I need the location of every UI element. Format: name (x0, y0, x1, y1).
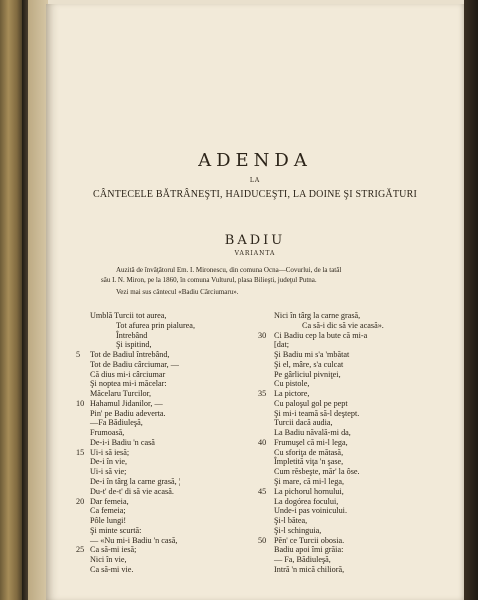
verse-line (258, 418, 458, 428)
poem-subtitle: VARIANTA (234, 250, 276, 257)
verse-line (76, 428, 256, 438)
verse-line (76, 399, 256, 409)
verse-line (76, 467, 256, 477)
verse-line (76, 340, 256, 350)
verse-text: Cu paloşul gol pe pept (274, 398, 348, 408)
verse-line (258, 409, 458, 419)
verse-line (76, 438, 256, 448)
verse-text: Du-t' de-t' di să vie acasă. (90, 486, 174, 496)
verse-text: Şi noptea mi-i măcelar: (90, 379, 167, 389)
verse-line (258, 565, 458, 575)
verse-number: 10 (76, 398, 85, 408)
verse-text: Măcelaru Turcilor, (90, 389, 152, 399)
verse-text: Ca să-i dic să vie acasă». (302, 320, 384, 330)
verse-text: Şi-l bătea, (274, 516, 308, 526)
verse-text: Ca să-mi vie. (90, 564, 134, 574)
verse-text: Pĕn' ce Turcii obosia. (274, 535, 345, 545)
verse-line (258, 438, 458, 448)
source-note-line-3: Vezi mai sus cântecul «Badiu Cârciumaru». (116, 288, 239, 296)
poem-right-column (258, 311, 458, 575)
verse-line (76, 536, 256, 546)
verse-line (76, 389, 256, 399)
verse-text: Turcii dacă audia, (274, 418, 333, 428)
verse-line (76, 311, 256, 321)
verse-line (76, 487, 256, 497)
verse-number: 5 (76, 350, 81, 360)
poem-title: BADIU (224, 233, 286, 248)
verse-line (76, 545, 256, 555)
verse-text: La Badiu năvală-mi da, (274, 428, 351, 438)
verse-text: Tot de Badiul întrebând, (90, 350, 170, 360)
verse-text: Tot de Badiu cârciumar, — (90, 359, 179, 369)
verse-text: Şi-l schinguia, (274, 525, 322, 535)
verse-text: Cu sforiţa de mătasă, (274, 447, 344, 457)
verse-line (76, 555, 256, 565)
verse-line (258, 457, 458, 467)
page-subtitle: CÂNTECELE BĂTRÂNEŞTI, HAIDUCEŞTI, LA DOINE ŞI STRIGĂTURI (93, 189, 417, 200)
verse-text: Că dius mi-i cârciumar (90, 369, 166, 379)
verse-text: La dogórea focului, (274, 496, 339, 506)
verse-text: [dat; (274, 340, 290, 350)
verse-text: Şi el, mâre, s'a culcat (274, 359, 344, 369)
verse-text: La pictore, (274, 389, 310, 399)
verse-text: Umblă Turcii tot aurea, (90, 311, 167, 320)
verse-line (76, 331, 256, 341)
page-title: ADENDA (198, 150, 312, 171)
verse-line (258, 477, 458, 487)
verse-line (76, 526, 256, 536)
verse-text: Ci Badiu cep la bute că mi-a (274, 330, 368, 340)
verse-line (258, 467, 458, 477)
poem-left-column (76, 311, 256, 575)
verse-line (258, 526, 458, 536)
verse-line (258, 487, 458, 497)
verse-line (76, 516, 256, 526)
verse-line (258, 311, 458, 321)
verse-line (76, 506, 256, 516)
verse-text: Badiu apoi îmi grăia: (274, 545, 344, 555)
verse-number: 20 (76, 496, 85, 506)
verse-text: Cu pistole, (274, 379, 310, 389)
verse-text: Ui-i să vie; (90, 467, 127, 477)
verse-text: Nici în vie, (90, 555, 127, 565)
verse-text: — «Nu mi-i Badiu 'n casă, (90, 535, 178, 545)
verse-line (76, 370, 256, 380)
verse-text: — Fa, Bădiuleşă, (274, 555, 331, 565)
source-note-line-2: său I. N. Miron, pe la 1860, în comuna Vulturul, plasa Bilieşti, judeţul Putna. (101, 276, 317, 284)
verse-text: Pin' pe Badiu adeverta. (90, 408, 166, 418)
verse-text: Cum rĕsbeşte, măr' la ôse. (274, 467, 360, 477)
verse-line (258, 516, 458, 526)
source-note-line-1: Auzită de învăţătorul Em. I. Mironescu, din comuna Ocna—Covurlui, de la tatăl (116, 266, 342, 274)
verse-text: Frumuşel că mi-l lega, (274, 437, 348, 447)
verse-text: Şi Badiu mi s'a 'mbătat (274, 350, 350, 360)
book-spine (0, 0, 24, 600)
verse-number: 30 (258, 330, 267, 340)
verse-text: Şi mare, că mi-l lega, (274, 477, 345, 487)
verse-text: Şi ispitind, (116, 340, 152, 350)
verse-text: Ca femeia; (90, 506, 126, 516)
verse-number: 15 (76, 447, 85, 457)
verse-line (76, 448, 256, 458)
verse-line (258, 399, 458, 409)
verse-line (258, 370, 458, 380)
verse-text: Pe gârliciul pivniţei, (274, 369, 341, 379)
verse-text: Împletită viţa 'n şase, (274, 457, 344, 467)
verse-text: Şi minte scurtă: (90, 525, 142, 535)
title-connector: LA (249, 177, 261, 184)
verse-text: Şi mi-i teamă să-l deştept. (274, 408, 360, 418)
verse-line (258, 340, 458, 350)
verse-text: De-i-i Badiu 'n casă (90, 437, 155, 447)
book-page (46, 4, 464, 600)
verse-line (258, 379, 458, 389)
verse-number: 40 (258, 437, 267, 447)
verse-text: Pôle lungi! (90, 516, 127, 526)
verse-line (76, 477, 256, 487)
verse-text: Nici în târg la carne grasă, (274, 311, 361, 320)
verse-line (258, 321, 458, 331)
verse-text: Ca să-mi iesă; (90, 545, 137, 555)
verse-number: 50 (258, 535, 267, 545)
verse-line (76, 360, 256, 370)
verse-line (76, 350, 256, 360)
verse-text: Frumoasă, (90, 428, 125, 438)
verse-line (76, 418, 256, 428)
verse-text: —Fa Bădiuleşă, (90, 418, 143, 428)
verse-line (76, 565, 256, 575)
verse-text: Ui-i să iesă; (90, 447, 130, 457)
verse-line (76, 321, 256, 331)
verse-text: Întrebând (116, 330, 148, 340)
verse-line (258, 497, 458, 507)
endpaper (28, 0, 48, 600)
verse-line (258, 536, 458, 546)
verse-line (258, 360, 458, 370)
verse-text: Tot afurea prin pialurea, (116, 320, 195, 330)
verse-number: 45 (258, 486, 267, 496)
verse-text: Hahamul Jidanilor, — (90, 398, 163, 408)
verse-line (76, 457, 256, 467)
verse-line (258, 350, 458, 360)
verse-text: Dar femeia, (90, 496, 129, 506)
verse-number: 25 (76, 545, 85, 555)
verse-line (76, 379, 256, 389)
verse-line (258, 545, 458, 555)
verse-line (258, 428, 458, 438)
verse-text: La pichorul hornului, (274, 486, 344, 496)
book-cover-edge (464, 0, 478, 600)
verse-text: Intră 'n mică chilioră, (274, 564, 345, 574)
verse-text: De-i în târg la carne grasă, ¦ (90, 477, 181, 487)
verse-text: De-i în vie, (90, 457, 128, 467)
verse-number: 35 (258, 389, 267, 399)
verse-line (258, 506, 458, 516)
verse-line (76, 409, 256, 419)
verse-text: Unde-i pas voinicului. (274, 506, 347, 516)
verse-line (76, 497, 256, 507)
verse-line (258, 331, 458, 341)
verse-line (258, 389, 458, 399)
verse-line (258, 555, 458, 565)
